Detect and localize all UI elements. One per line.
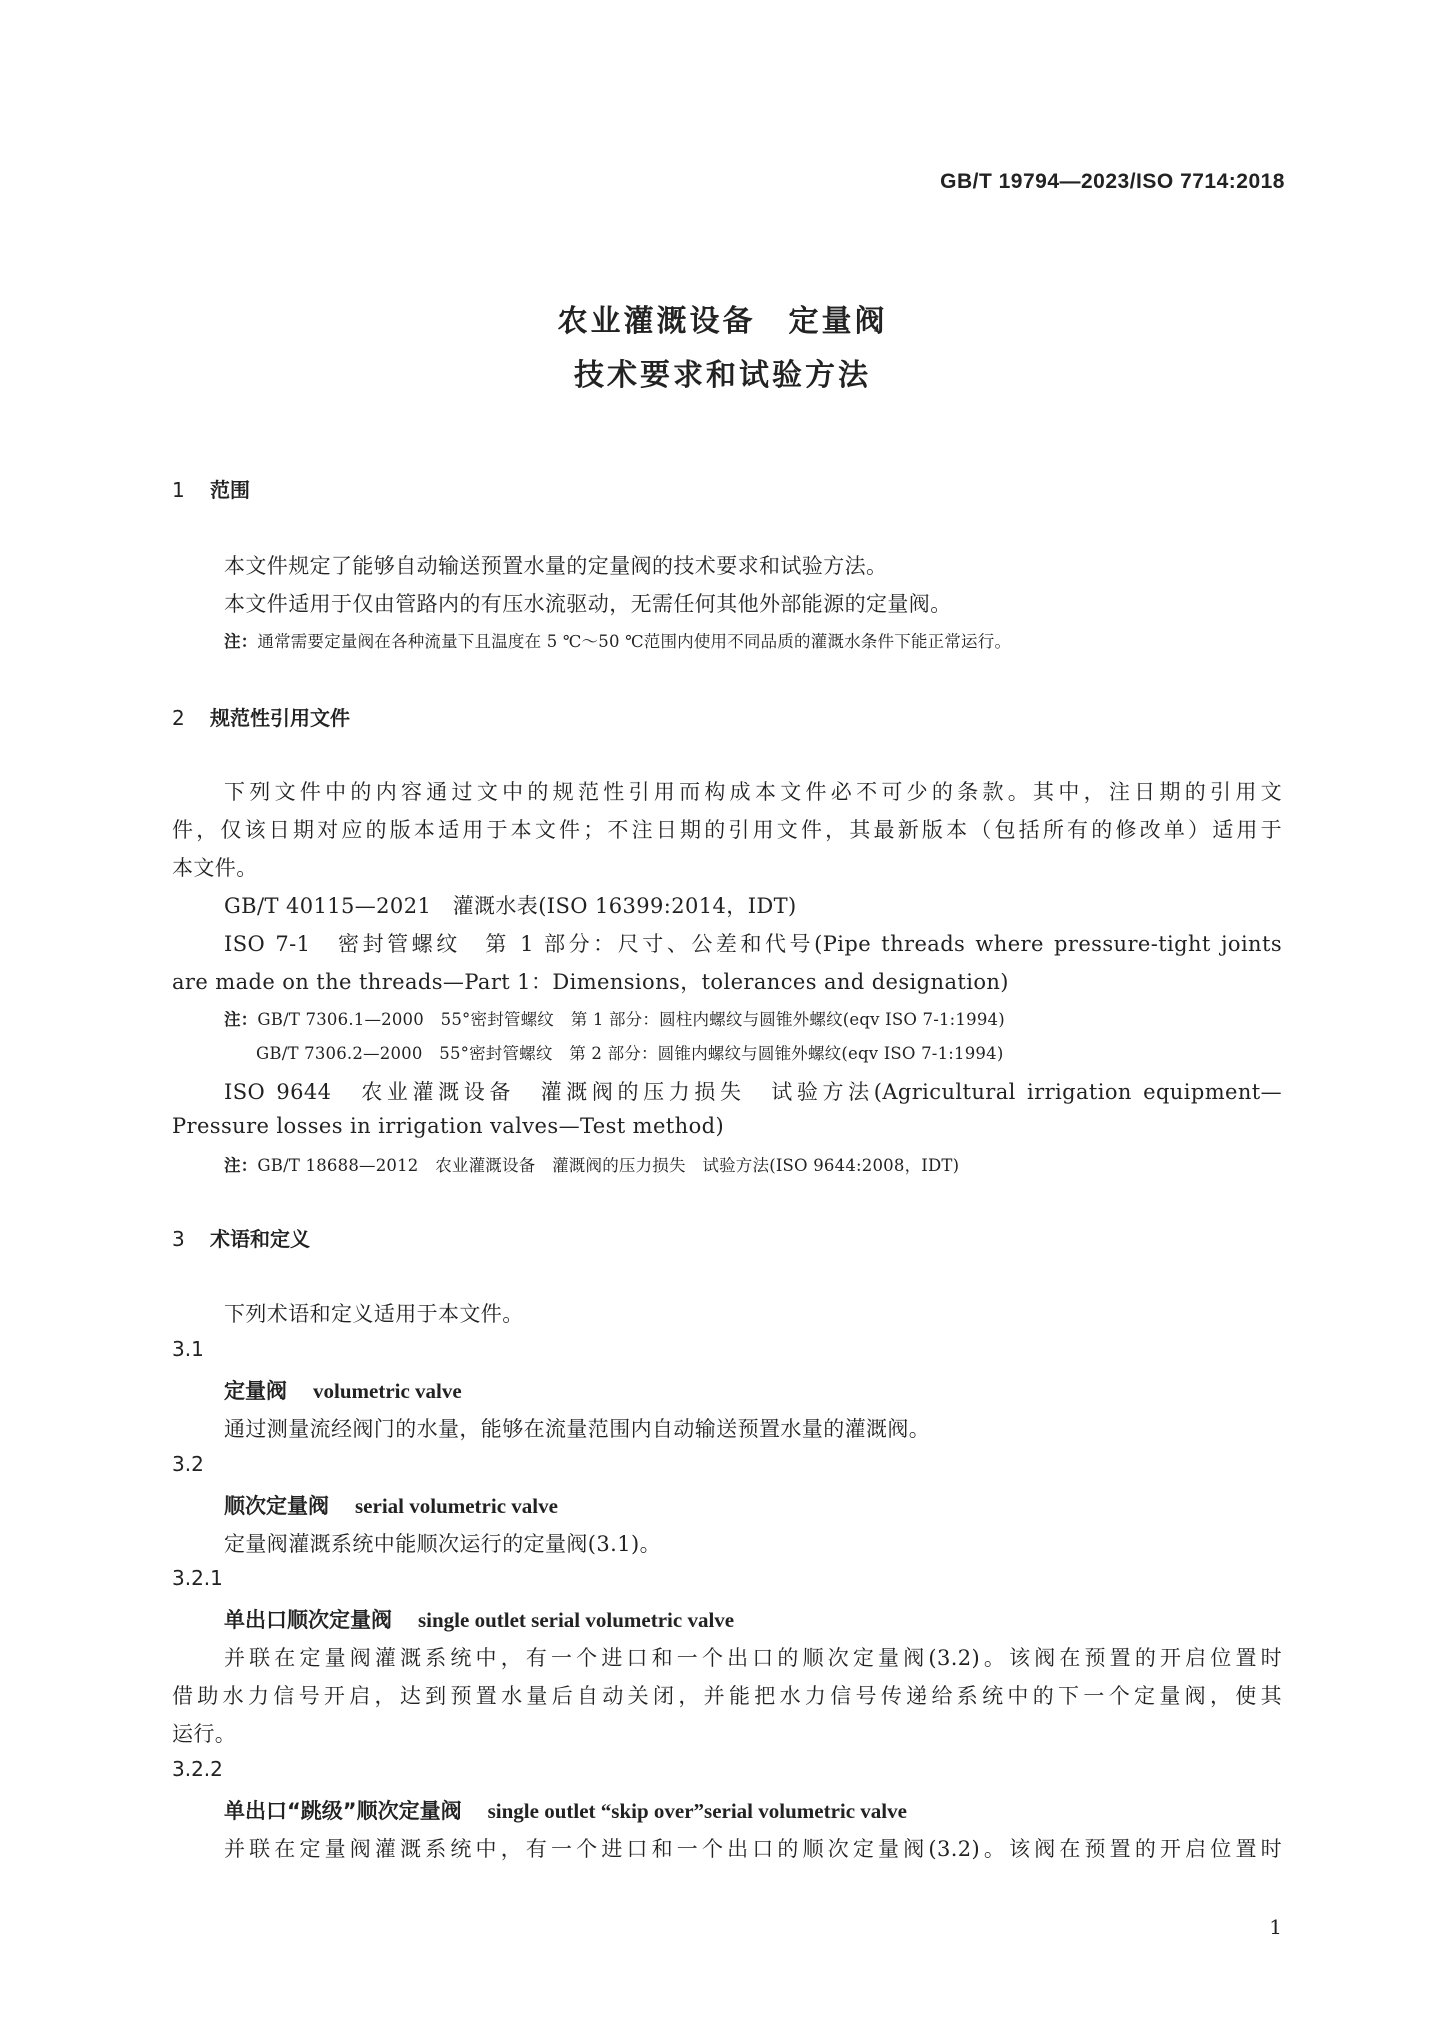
note-text: GB/T 7306.1—2000 55°密封管螺纹 第 1 部分：圆柱内螺纹与圆锥外螺纹(eqv ISO 7-1:1994) [257,1010,1005,1029]
note-label: 注： [224,632,258,651]
reference-item: GB/T 40115—2021 灌溉水表(ISO 16399:2014，IDT) [224,894,797,918]
section-title: 范围 [210,478,250,502]
term-definition: 定量阀灌溉系统中能顺次运行的定量阀(3.1)。 [224,1532,661,1556]
term-entry [224,1604,734,1634]
section-title: 术语和定义 [210,1227,310,1251]
term-definition: 并联在定量阀灌溉系统中，有一个进口和一个出口的顺次定量阀(3.2)。该阀在预置的开启位置时 [224,1646,1282,1670]
document-title-line1: 农业灌溉设备 定量阀 [557,304,888,339]
paragraph-line: 下列文件中的内容通过文中的规范性引用而构成本文件必不可少的条款。其中，注日期的引用文 [224,780,1282,804]
term-entry [224,1375,462,1405]
paragraph: 本文件适用于仅由管路内的有压水流驱动，无需任何其他外部能源的定量阀。 [224,592,952,616]
clause-number: 3.2 [172,1452,204,1476]
note [224,1006,1005,1030]
note-text: 通常需要定量阀在各种流量下且温度在 5 ℃～50 ℃范围内使用不同品质的灌溉水条件下能正常运行。 [257,632,1012,651]
document-title-line2: 技术要求和试验方法 [574,358,871,393]
reference-item-continued: Pressure losses in irrigation valves—Test method) [172,1114,725,1138]
term-english: single outlet “skip over”serial volumetric valve [487,1799,907,1823]
section-number: 3 [172,1227,185,1251]
term-english: serial volumetric valve [355,1494,558,1518]
paragraph: 本文件规定了能够自动输送预置水量的定量阀的技术要求和试验方法。 [224,554,888,578]
page-number: 1 [1269,1915,1282,1939]
section-2-heading [172,702,350,731]
term-chinese: 定量阀 [224,1379,287,1403]
term-chinese: 单出口“跳级”顺次定量阀 [224,1799,462,1823]
term-chinese: 顺次定量阀 [224,1494,329,1518]
clause-number: 3.2.1 [172,1566,223,1590]
reference-item: ISO 9644 农业灌溉设备 灌溉阀的压力损失 试验方法(Agricultural irrigation equipment— [224,1080,1282,1104]
section-1-heading [172,474,250,503]
note-text: GB/T 18688—2012 农业灌溉设备 灌溉阀的压力损失 试验方法(ISO 9644:2008，IDT) [257,1156,960,1175]
section-number: 2 [172,706,185,730]
reference-item: ISO 7-1 密封管螺纹 第 1 部分：尺寸、公差和代号(Pipe threads where pressure-tight joints [224,932,1282,956]
section-number: 1 [172,478,185,502]
note-label: 注： [224,1010,258,1029]
reference-item-continued: are made on the threads—Part 1：Dimensions，tolerances and designation) [172,970,1009,994]
term-entry [224,1490,558,1520]
term-definition: 通过测量流经阀门的水量，能够在流量范围内自动输送预置水量的灌溉阀。 [224,1417,931,1441]
term-definition: 并联在定量阀灌溉系统中，有一个进口和一个出口的顺次定量阀(3.2)。该阀在预置的开启位置时 [224,1837,1282,1861]
term-definition: 运行。 [172,1722,237,1746]
standard-number: GB/T 19794—2023/ISO 7714:2018 [940,170,1285,193]
paragraph-line: 件，仅该日期对应的版本适用于本文件；不注日期的引用文件，其最新版本（包括所有的修改单）适用于 [172,818,1282,842]
section-title: 规范性引用文件 [210,706,350,730]
note [224,628,1011,652]
term-english: volumetric valve [313,1379,462,1403]
clause-number: 3.1 [172,1337,204,1361]
paragraph: 下列术语和定义适用于本文件。 [224,1302,524,1326]
section-3-heading [172,1223,310,1252]
note [224,1152,959,1176]
term-english: single outlet serial volumetric valve [418,1608,735,1632]
term-entry [224,1795,907,1825]
clause-number: 3.2.2 [172,1757,223,1781]
paragraph-line: 本文件。 [172,856,258,880]
term-chinese: 单出口顺次定量阀 [224,1608,392,1632]
note-label: 注： [224,1156,258,1175]
note-text: GB/T 7306.2—2000 55°密封管螺纹 第 2 部分：圆锥内螺纹与圆锥外螺纹(eqv ISO 7-1:1994) [256,1044,1004,1063]
term-definition: 借助水力信号开启，达到预置水量后自动关闭，并能把水力信号传递给系统中的下一个定量阀，使其 [172,1684,1282,1708]
